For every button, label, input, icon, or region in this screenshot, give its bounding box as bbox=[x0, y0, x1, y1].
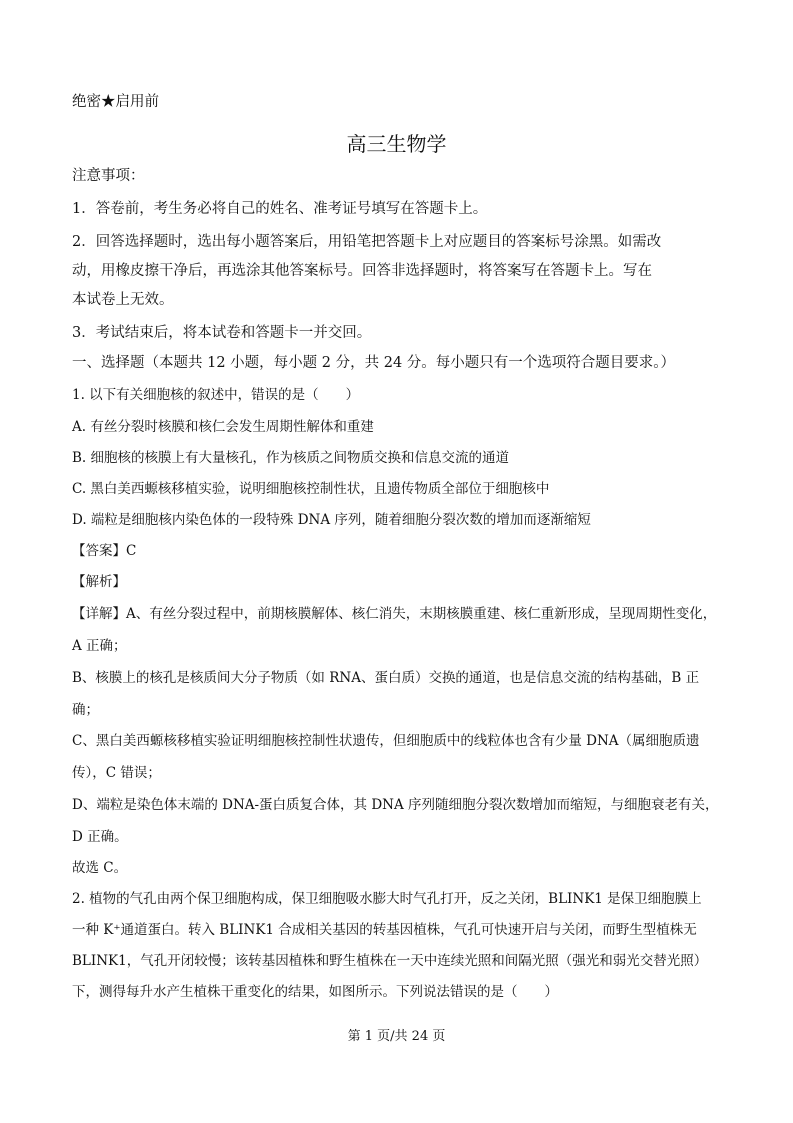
q1-option-d: D. 端粒是细胞核内染色体的一段特殊 DNA 序列，随着细胞分裂次数的增加而逐渐缩短 bbox=[72, 512, 591, 528]
page-title: 高三生物学 bbox=[346, 132, 447, 156]
classification-label: 绝密★启用前 bbox=[72, 94, 159, 110]
q2-stem-line-2: 一种 K⁺通道蛋白。转入 BLINK1 合成相关基因的转基因植株，气孔可快速开启与关闭，而野生型植株无 bbox=[72, 922, 697, 938]
q1-option-c: C. 黑白美西螈核移植实验，说明细胞核控制性状，且遗传物质全部位于细胞核中 bbox=[72, 481, 550, 497]
q2-stem-line-1: 2. 植物的气孔由两个保卫细胞构成，保卫细胞吸水膨大时气孔打开，反之关闭，BLINK1 是保卫细胞膜上 bbox=[72, 891, 702, 907]
notice-item-1: 1．答卷前，考生务必将自己的姓名、准考证号填写在答题卡上。 bbox=[72, 201, 488, 217]
q2-stem-line-4: 下，测得每升水产生植株干重变化的结果，如图所示。下列说法错误的是（ ） bbox=[72, 984, 558, 1000]
q1-conclusion: 故选 C。 bbox=[72, 860, 128, 876]
notice-heading: 注意事项： bbox=[72, 168, 145, 184]
notice-item-2-line-2: 动，用橡皮擦干净后，再选涂其他答案标号。回答非选择题时，将答案写在答题卡上。写在 bbox=[72, 263, 652, 279]
q1-detail-line-6: 传），C 错误； bbox=[72, 765, 161, 781]
q1-stem: 1. 以下有关细胞核的叙述中，错误的是（ ） bbox=[72, 387, 360, 403]
section-heading: 一、选择题（本题共 12 小题，每小题 2 分，共 24 分。每小题只有一个选项符合题目要求。） bbox=[72, 355, 676, 371]
q1-detail-line-8: D 正确。 bbox=[72, 829, 128, 845]
q1-option-a: A. 有丝分裂时核膜和核仁会发生周期性解体和重建 bbox=[72, 419, 374, 435]
q1-detail-line-3: B、核膜上的核孔是核质间大分子物质（如 RNA、蛋白质）交换的通道，也是信息交流的结构基础，B 正 bbox=[72, 670, 700, 686]
notice-item-2-line-1: 2．回答选择题时，选出每小题答案后，用铅笔把答题卡上对应题目的答案标号涂黑。如需改 bbox=[72, 234, 662, 250]
q1-detail-line-4: 确； bbox=[72, 702, 99, 718]
q2-stem-line-3: BLINK1，气孔开闭较慢；该转基因植株和野生植株在一天中连续光照和间隔光照（强光和弱光交替光照） bbox=[72, 953, 708, 969]
notice-item-2-line-3: 本试卷上无效。 bbox=[72, 292, 174, 308]
q1-option-b: B. 细胞核的核膜上有大量核孔，作为核质之间物质交换和信息交流的通道 bbox=[72, 450, 510, 466]
q1-detail-line-5: C、黑白美西螈核移植实验证明细胞核控制性状遗传，但细胞质中的线粒体也含有少量 DNA（属细胞质遗 bbox=[72, 733, 700, 749]
q1-detail-line-2: A 正确； bbox=[72, 638, 127, 654]
page-number: 第 1 页/共 24 页 bbox=[347, 1029, 446, 1044]
notice-item-3: 3．考试结束后，将本试卷和答题卡一并交回。 bbox=[72, 325, 372, 341]
q1-answer: 【答案】C bbox=[72, 543, 137, 559]
q1-detail-line-7: D、端粒是染色体末端的 DNA-蛋白质复合体，其 DNA 序列随细胞分裂次数增加而缩短，与细胞衰老有关， bbox=[72, 797, 719, 813]
q1-analysis-label: 【解析】 bbox=[72, 574, 126, 590]
q1-detail-line-1: 【详解】A、有丝分裂过程中，前期核膜解体、核仁消失，末期核膜重建、核仁重新形成，呈现周期性变化， bbox=[72, 606, 717, 622]
